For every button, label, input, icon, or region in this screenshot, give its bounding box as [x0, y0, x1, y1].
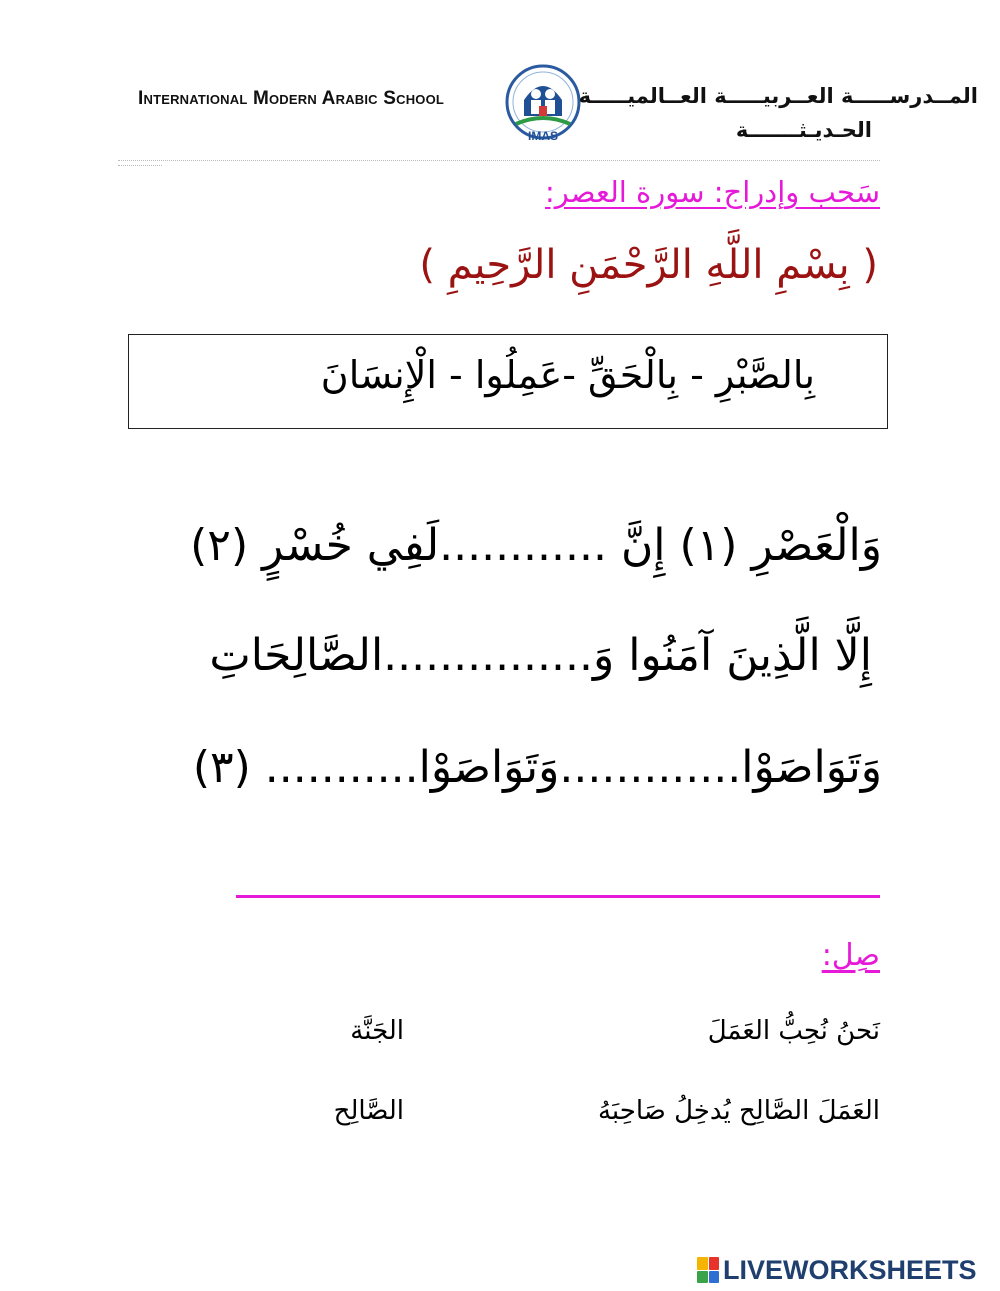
school-name-english: International Modern Arabic School: [138, 88, 445, 109]
connect-item-right-2[interactable]: الصَّالِح: [333, 1096, 404, 1126]
header-divider: [118, 160, 880, 161]
brand-logo-icon: [697, 1257, 719, 1283]
activity-title: سَحب وإدراج: سورة العصر:: [545, 175, 880, 209]
connect-item-left-1[interactable]: نَحنُ نُحِبُّ العَمَلَ: [707, 1016, 880, 1046]
connect-item-left-2[interactable]: العَمَلَ الصَّالِح يُدخِلُ صَاحِبَهُ: [597, 1096, 880, 1126]
school-name-arabic-line1: المــدرســـــة العــربيـــــة العــالميـــــة: [578, 84, 978, 108]
section-divider: [236, 895, 880, 898]
header-divider-short: [118, 165, 162, 166]
verse-line-2[interactable]: إِلَّا الَّذِينَ آمَنُوا وَ...............الصَّالِحَاتِ: [209, 630, 872, 681]
school-name-arabic-line2: الحـديـثـــــــة: [735, 118, 872, 142]
word-bank-box: [128, 334, 888, 429]
verse-line-3[interactable]: وَتَوَاصَوْا.............وَتَوَاصَوْا........... (٣): [192, 742, 882, 793]
brand-text: LIVEWORKSHEETS: [723, 1254, 977, 1285]
word-bank-words[interactable]: بِالصَّبْرِ - بِالْحَقِّ -عَمِلُوا - الْإِنسَانَ: [320, 353, 815, 397]
verse-line-1[interactable]: وَالْعَصْرِ (١) إِنَّ ............لَفِي خُسْرٍ (٢): [190, 520, 882, 571]
connect-item-right-1[interactable]: الجَنَّة: [350, 1016, 404, 1046]
connect-title: صِل:: [821, 938, 880, 973]
liveworksheets-brand: [697, 1255, 977, 1285]
bismillah: ( بِسْمِ اللَّهِ الرَّحْمَنِ الرَّحِيمِ ): [419, 242, 878, 288]
school-logo: [502, 64, 584, 148]
logo-text: IMAS: [528, 129, 558, 143]
